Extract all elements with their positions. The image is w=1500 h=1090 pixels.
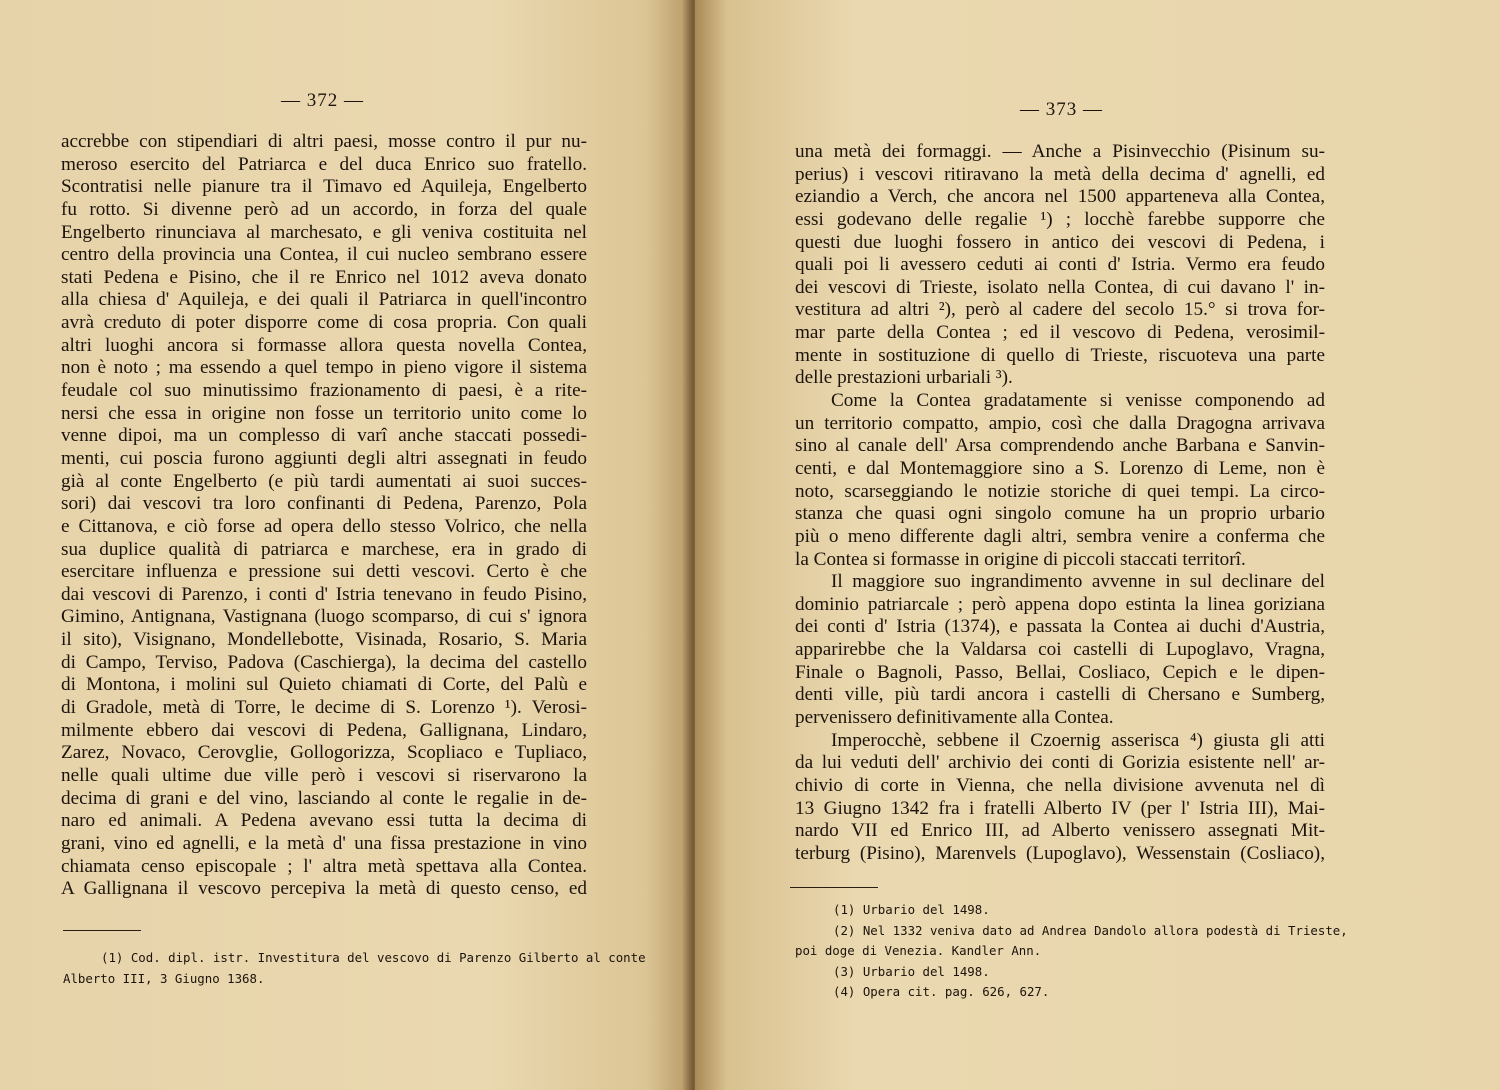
footnote-line: (3) Urbario del 1498.	[833, 963, 990, 979]
text-line: la Contea si formasse in origine di piccoli staccati territorî.	[795, 548, 1246, 570]
text-line: 13 Giugno 1342 fra i fratelli Alberto IV (per l' Istria III), Mai-	[795, 797, 1325, 819]
text-line: Finale o Bagnoli, Passo, Bellai, Cosliaco, Cepich e le dipen-	[795, 661, 1325, 683]
text-line: perius) i vescovi ritiravano la metà della decima d' agnelli, ed	[795, 163, 1325, 185]
left-body-text	[61, 131, 587, 901]
right-body-text	[795, 141, 1325, 866]
text-line: eziandio a Verch, che ancora nel 1500 apparteneva alla Contea,	[795, 186, 1325, 208]
text-line: dai vescovi di Parenzo, i conti d' Istria tenevano in feudo Pisino,	[61, 583, 587, 605]
text-line: venne dipoi, ma un complesso di varî anche staccati possedi-	[61, 425, 587, 447]
footnote-rule-left	[63, 930, 141, 931]
text-line: dominio patriarcale ; però appena dopo estinta la linea goriziana	[795, 593, 1325, 615]
page-number-left: — 372 —	[281, 90, 364, 111]
text-line: dei vescovi di Trieste, isolato nella Contea, di cui davano l' in-	[795, 276, 1325, 298]
text-line: nardo VII ed Enrico III, ad Alberto venissero assegnati Mit-	[795, 820, 1325, 842]
text-line: chiamata censo episcopale ; l' altra metà spettava alla Contea.	[61, 855, 587, 877]
footnote-line: (1) Urbario del 1498.	[833, 902, 990, 917]
text-line: naro ed animali. A Pedena avevano essi tutta la decima di	[61, 810, 587, 832]
text-line: Scontratisi nelle pianure tra il Timavo ed Aquileja, Engelberto	[61, 176, 587, 198]
text-line: Zarez, Novaco, Cerovglie, Gollogorizza, Scopliaco e Tupliaco,	[61, 742, 587, 764]
text-line: essi godevano delle regalie ¹) ; locchè farebbe supporre che	[795, 208, 1325, 230]
footnote-line: (1) Cod. dipl. istr. Investitura del vescovo di Parenzo Gilberto al conte	[101, 950, 646, 965]
text-line: alla chiesa d' Aquileja, e dei quali il Patriarca in quell'incontro	[61, 289, 587, 311]
footnote-line: poi doge di Venezia. Kandler Ann.	[795, 943, 1042, 958]
footnote-line: (2) Nel 1332 veniva dato ad Andrea Dandolo allora podestà di Trieste,	[833, 922, 1348, 938]
text-line: di Montona, i molini sul Quieto chiamati di Corte, del Palù e	[61, 674, 587, 696]
text-line: dei conti d' Istria (1374), e passata la Contea ai duchi d'Austria,	[795, 616, 1325, 638]
text-line: un territorio compatto, ampio, così che dalla Dragogna arrivava	[795, 412, 1325, 434]
text-line: più o meno differente dagli altri, sembra venire a conferma che	[795, 525, 1325, 547]
text-line: Gimino, Antignana, Vastignana (luogo scomparso, di cui s' ignora	[61, 606, 587, 628]
text-line: mar parte della Contea ; ed il vescovo di Pedena, verosimil-	[795, 322, 1325, 344]
text-line: nelle quali ultime due ville però i vescovi si riservarono la	[61, 764, 587, 786]
text-line: stanza che quasi ogni singolo comune ha un proprio urbario	[795, 503, 1325, 525]
text-line: delle prestazioni urbariali ³).	[795, 367, 1013, 389]
text-line: decima di grani e del vino, lasciando al conte le regalie in de-	[61, 787, 587, 809]
text-line: Engelberto rinunciava al marchesato, e gli veniva costituita nel	[61, 221, 587, 243]
text-line: stati Pedena e Pisino, che il re Enrico nel 1012 aveva donato	[61, 266, 587, 288]
text-line: sua duplice qualità di patriarca e marchese, era in grado di	[61, 538, 587, 560]
footnote-line: (4) Opera cit. pag. 626, 627.	[833, 984, 1050, 999]
text-line: nersi che essa in origine non fosse un territorio unito come lo	[61, 402, 587, 424]
text-line: già al conte Engelberto (e più tardi aumentati ai suoi succes-	[61, 470, 587, 492]
text-line: da lui veduti dell' archivio dei conti di Gorizia esistente nell' ar-	[795, 752, 1325, 774]
text-line: menti, cui poscia furono aggiunti degli altri assegnati in feudo	[61, 447, 587, 469]
text-line: di Gradole, metà di Torre, le decime di S. Lorenzo ¹). Verosi-	[61, 697, 587, 719]
text-line: chivio di corte in Vienna, che nella divisione avvenuta nel dì	[795, 774, 1325, 796]
right-page	[695, 0, 1500, 1090]
text-line: il sito), Visignano, Mondellebotte, Visinada, Rosario, S. Maria	[61, 629, 587, 651]
text-line: altri luoghi ancora si formasse allora questa novella Contea,	[61, 334, 587, 356]
right-footnotes	[795, 900, 1348, 1003]
text-line: denti ville, più tardi ancora i castelli di Chersano e Sumberg,	[795, 684, 1325, 706]
text-line: terburg (Pisino), Marenvels (Lupoglavo), Wessenstain (Cosliaco),	[795, 842, 1325, 864]
text-line: accrebbe con stipendiari di altri paesi, mosse contro il pur nu-	[61, 131, 587, 152]
text-line: meroso esercito del Patriarca e del duca Enrico suo fratello.	[61, 153, 587, 175]
text-line: avrà creduto di poter disporre come di cosa propria. Con quali	[61, 312, 587, 334]
text-line: A Gallignana il vescovo percepiva la metà di questo censo, ed	[61, 878, 587, 900]
text-line: pervenissero definitivamente alla Contea.	[795, 707, 1114, 729]
text-line: mente in sostituzione di quello di Trieste, riscuoteva una parte	[795, 344, 1325, 366]
text-line: questi due luoghi fossero in antico dei vescovi di Pedena, i	[795, 231, 1325, 253]
text-line: esercitare influenza e pressione sui detti vescovi. Certo è che	[61, 561, 587, 583]
left-page	[0, 0, 695, 1090]
text-line: non è noto ; ma essendo a quel tempo in pieno vigore il sistema	[61, 357, 587, 379]
text-line: sino al canale dell' Arsa comprendendo anche Barbana e Sanvin-	[795, 435, 1325, 457]
text-line: centi, e dal Montemaggiore sino a S. Lorenzo di Leme, non è	[795, 457, 1325, 479]
text-line: grani, vino ed agnelli, e la metà d' una fissa prestazione in vino	[61, 832, 587, 854]
text-line: vestitura ad altri ²), però al cadere del secolo 15.° si trova for-	[795, 299, 1325, 321]
text-line: fu rotto. Si divenne però ad un accordo, in forza del quale	[61, 198, 587, 220]
text-line: una metà dei formaggi. — Anche a Pisinvecchio (Pisinum su-	[795, 141, 1325, 162]
left-footnotes	[63, 948, 646, 989]
footnote-line: Alberto III, 3 Giugno 1368.	[63, 970, 265, 986]
text-line: quali poi li avessero ceduti ai conti d' Istria. Vermo era feudo	[795, 254, 1325, 276]
text-line: feudale col suo minutissimo frazionamento di paesi, è a rite-	[61, 380, 587, 402]
text-line: centro della provincia una Contea, il cui nucleo sembrano essere	[61, 244, 587, 266]
text-line: Come la Contea gradatamente si venisse componendo ad	[831, 390, 1325, 412]
text-line: di Campo, Terviso, Padova (Caschierga), la decima del castello	[61, 651, 587, 673]
page-number-right: — 373 —	[1020, 99, 1103, 120]
text-line: noto, scarseggiando le notizie storiche di quei tempi. La circo-	[795, 480, 1325, 502]
footnote-rule-right	[790, 887, 878, 888]
text-line: apparirebbe che la Valdarsa coi castelli di Lupoglavo, Vragna,	[795, 639, 1325, 661]
text-line: sori) dai vescovi tra loro confinanti di Pedena, Parenzo, Pola	[61, 493, 587, 515]
text-line: e Cittanova, e ciò forse ad opera dello stesso Volrico, che nella	[61, 515, 587, 537]
text-line: milmente ebbero dai vescovi di Pedena, Gallignana, Lindaro,	[61, 719, 587, 741]
text-line: Imperocchè, sebbene il Czoernig asserisca ⁴) giusta gli atti	[831, 729, 1325, 751]
text-line: Il maggiore suo ingrandimento avvenne in sul declinare del	[831, 571, 1325, 593]
